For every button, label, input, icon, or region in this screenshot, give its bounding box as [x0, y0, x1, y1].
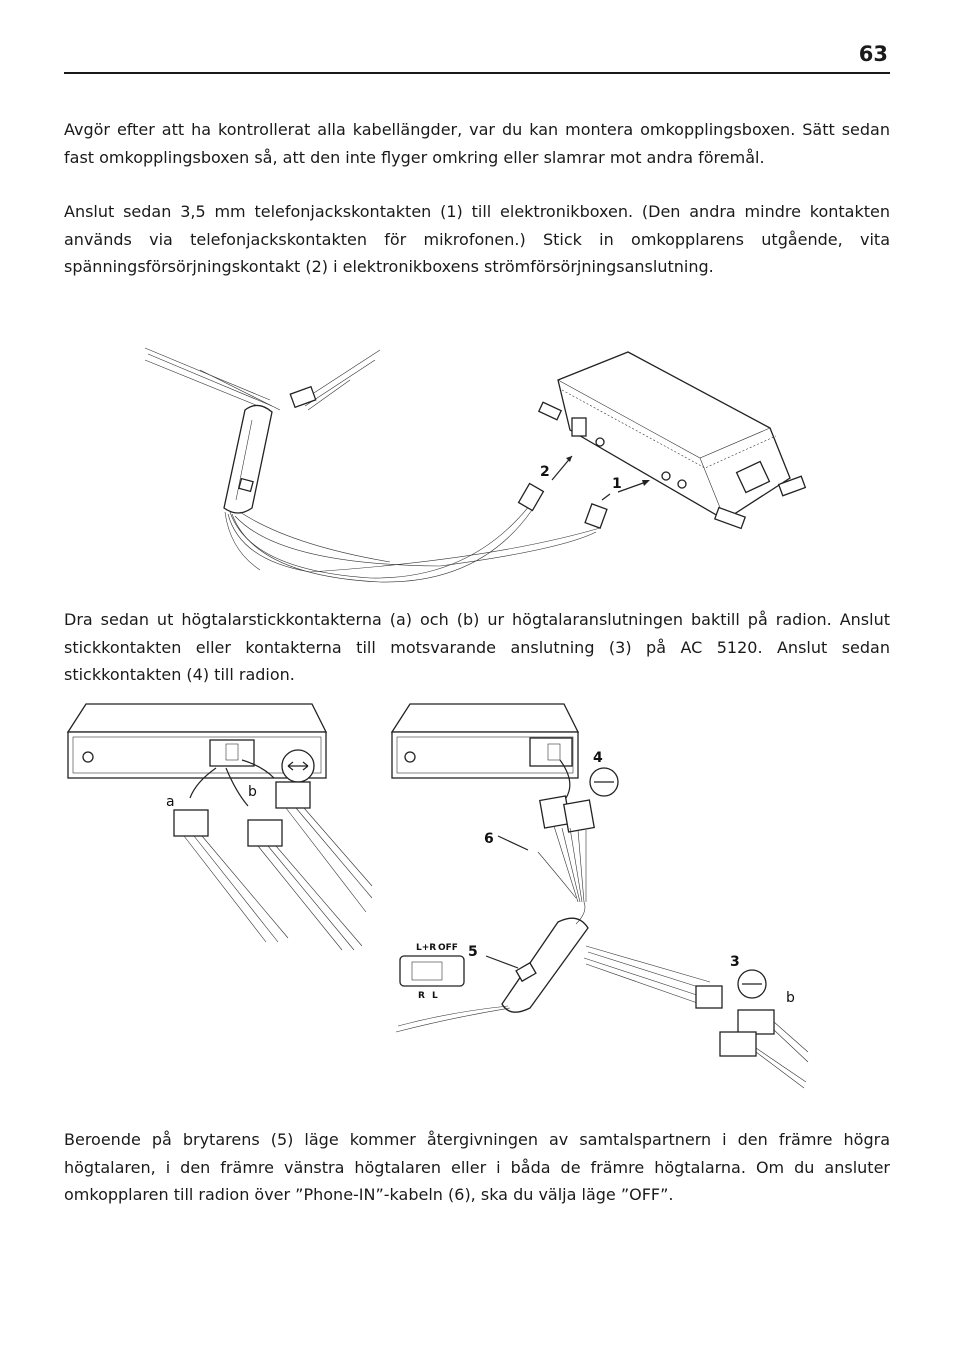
- electronics-box-illustration: [539, 352, 806, 528]
- radio-unit-illustration: [392, 704, 578, 778]
- connection-cables-illustration: [225, 505, 600, 582]
- switch-label-off: OFF: [438, 943, 458, 953]
- header-rule: [64, 72, 890, 74]
- switch-label-l: L: [432, 991, 438, 1001]
- callout-5: 5: [468, 944, 478, 960]
- label-b: b: [248, 784, 257, 800]
- label-b: b: [786, 990, 795, 1006]
- figure-electronics-box: [140, 340, 820, 590]
- callout-1: 1: [612, 476, 622, 492]
- switch-module-illustration: [224, 405, 272, 513]
- arrow-5-icon: [486, 956, 518, 968]
- cable-bundle-illustration: [145, 348, 380, 410]
- callout-6: 6: [484, 831, 494, 847]
- figure-radio-harness: [390, 702, 810, 1090]
- paragraph-connect-jack: Anslut sedan 3,5 mm telefonjackskontakten (1) till elektronikboxen. (Den andra mindre kontakten används via telefonjackskontakten för mikrofonen.) Stick in omkopplarens utgående, vita spänningsförsörjningskontakt (2) i elektronikboxens strömförsörjningsanslutning.: [64, 202, 890, 276]
- switch-label-lr: L+R: [416, 943, 437, 953]
- page-number: 63: [858, 42, 888, 66]
- figure-radio-unplug: [66, 702, 376, 954]
- paragraph-speaker-plugs: Dra sedan ut högtalarstickkontakterna (a) och (b) ur högtalaranslutningen baktill på radion. Anslut stickkontakten eller kontakterna till motsvarande anslutning (3) på AC 5120. Anslut sedan stickkontakten (4) till radion.: [64, 610, 890, 684]
- label-a: a: [166, 794, 175, 810]
- switch-position-detail: [400, 943, 464, 1001]
- callout-3: 3: [730, 954, 740, 970]
- callout-2: 2: [540, 464, 550, 480]
- paragraph-switch-position: Beroende på brytarens (5) läge kommer återgivningen av samtalspartnern i den främre högra högtalaren, i den främre vänstra högtalaren eller i båda de främre högtalarna. Om du ansluter omkopplaren till radion över ”Phone-IN”-kabeln (6), ska du välja läge ”OFF”.: [64, 1130, 890, 1204]
- switch-label-r: R: [418, 991, 425, 1001]
- paragraph-mounting: Avgör efter att ha kontrollerat alla kabellängder, var du kan montera omkopplingsboxen. Sätt sedan fast omkopplingsboxen så, att den inte flyger omkring eller slamrar mot andra föremål.: [64, 120, 890, 167]
- harness-plugs-illustration: [538, 796, 594, 902]
- arrow-6-icon: [498, 836, 528, 850]
- speaker-plugs-illustration: [174, 782, 372, 950]
- callout-4: 4: [593, 750, 603, 766]
